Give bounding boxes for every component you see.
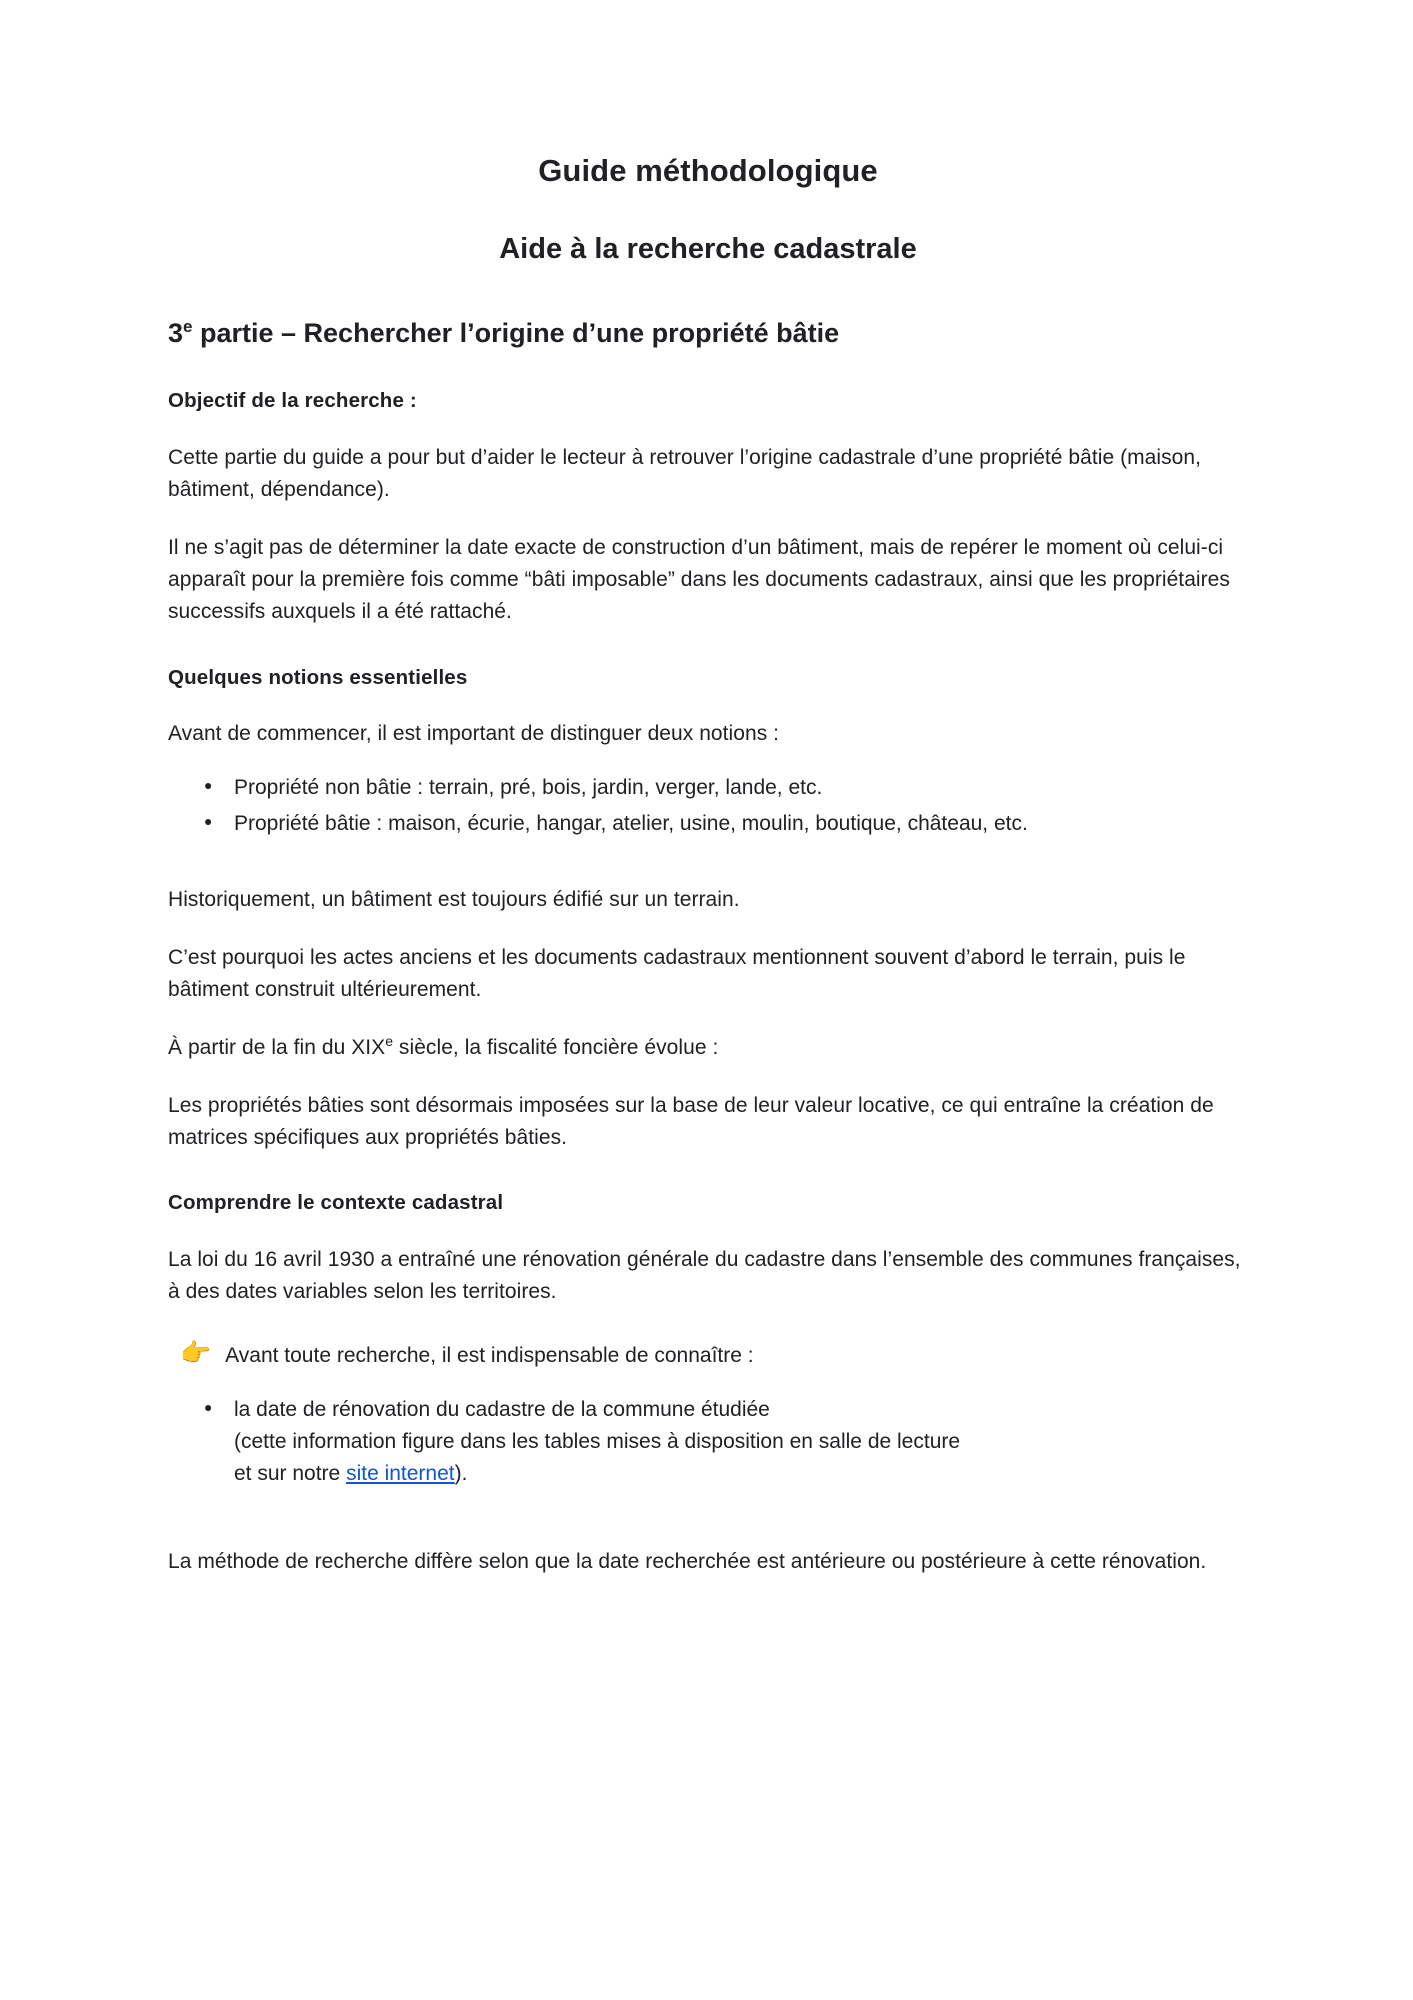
part-title — [168, 315, 1248, 351]
part-title-text: partie – Rechercher l’origine d’une propriété bâtie — [192, 317, 840, 348]
spacer — [168, 1494, 1248, 1520]
paragraph-contexte-2: La méthode de recherche diffère selon que la date recherchée est antérieure ou postérieure à cette rénovation. — [168, 1549, 1207, 1573]
bullet-line-2: (cette information figure dans les tables mises à disposition en salle de lecture — [234, 1429, 961, 1453]
paragraph-contexte-1: La loi du 16 avril 1930 a entraîné une rénovation générale du cadastre dans l’ensemble des communes françaises, à des dates variables selon les territoires. — [168, 1248, 1241, 1304]
list-item — [234, 1394, 1248, 1490]
heading-notions: Quelques notions essentielles — [168, 665, 468, 689]
paragraph-objectif-2: Il ne s’agit pas de déterminer la date exacte de construction d’un bâtiment, mais de repérer le moment où celui-ci apparaît pour la première fois comme “bâti imposable” dans les documents cadastraux, ainsi que les propriétaires successifs auxquels il a été rattaché. — [168, 535, 1230, 623]
list-contexte — [168, 1394, 1248, 1490]
pointing-hand-icon: 👉 — [180, 1338, 212, 1367]
spacer — [168, 844, 1248, 858]
bullet-line-3-before: et sur notre — [234, 1461, 347, 1485]
paragraph-objectif-1: Cette partie du guide a pour but d’aider le lecteur à retrouver l’origine cadastrale d’une propriété bâtie (maison, bâtiment, dépendance). — [168, 446, 1202, 502]
paragraph-notions-intro: Avant de commencer, il est important de distinguer deux notions : — [168, 722, 780, 746]
heading-objectif: Objectif de la recherche : — [168, 389, 417, 413]
list-notions — [168, 772, 1248, 840]
bullet-line-1: la date de rénovation du cadastre de la commune étudiée — [234, 1397, 770, 1421]
century-suffix: e — [385, 1032, 394, 1049]
heading-contexte: Comprendre le contexte cadastral — [168, 1191, 504, 1215]
part-number-suffix: e — [183, 316, 193, 336]
note-callout — [168, 1338, 1248, 1372]
note-text: Avant toute recherche, il est indispensable de connaître : — [225, 1343, 754, 1367]
bullet-line-3-after: ). — [454, 1461, 468, 1485]
paragraph-notions-4-prefix: À partir de la fin du XIX — [168, 1035, 386, 1059]
paragraph-notions-4 — [168, 1032, 1248, 1064]
paragraph-notions-5: Les propriétés bâties sont désormais imposées sur la base de leur valeur locative, ce qui entraîne la création de matrices spécifiques aux propriétés bâties. — [168, 1093, 1214, 1149]
list-item: ● Propriété non bâtie : terrain, pré, bois, jardin, verger, lande, etc. — [234, 772, 1248, 804]
list-item: ● Propriété bâtie : maison, écurie, hangar, atelier, usine, moulin, boutique, château, etc. — [234, 808, 1248, 840]
paragraph-notions-3: C’est pourquoi les actes anciens et les documents cadastraux mentionnent souvent d’abord le terrain, puis le bâtiment construit ultérieurement. — [168, 945, 1186, 1001]
part-number: 3 — [168, 317, 184, 348]
document-subtitle: Aide à la recherche cadastrale — [499, 232, 917, 265]
site-internet-link[interactable]: site internet — [346, 1461, 455, 1485]
document-title: Guide méthodologique — [538, 153, 878, 188]
paragraph-notions-2: Historiquement, un bâtiment est toujours édifié sur un terrain. — [168, 888, 740, 912]
paragraph-notions-4-rest: siècle, la fiscalité foncière évolue : — [393, 1035, 719, 1059]
